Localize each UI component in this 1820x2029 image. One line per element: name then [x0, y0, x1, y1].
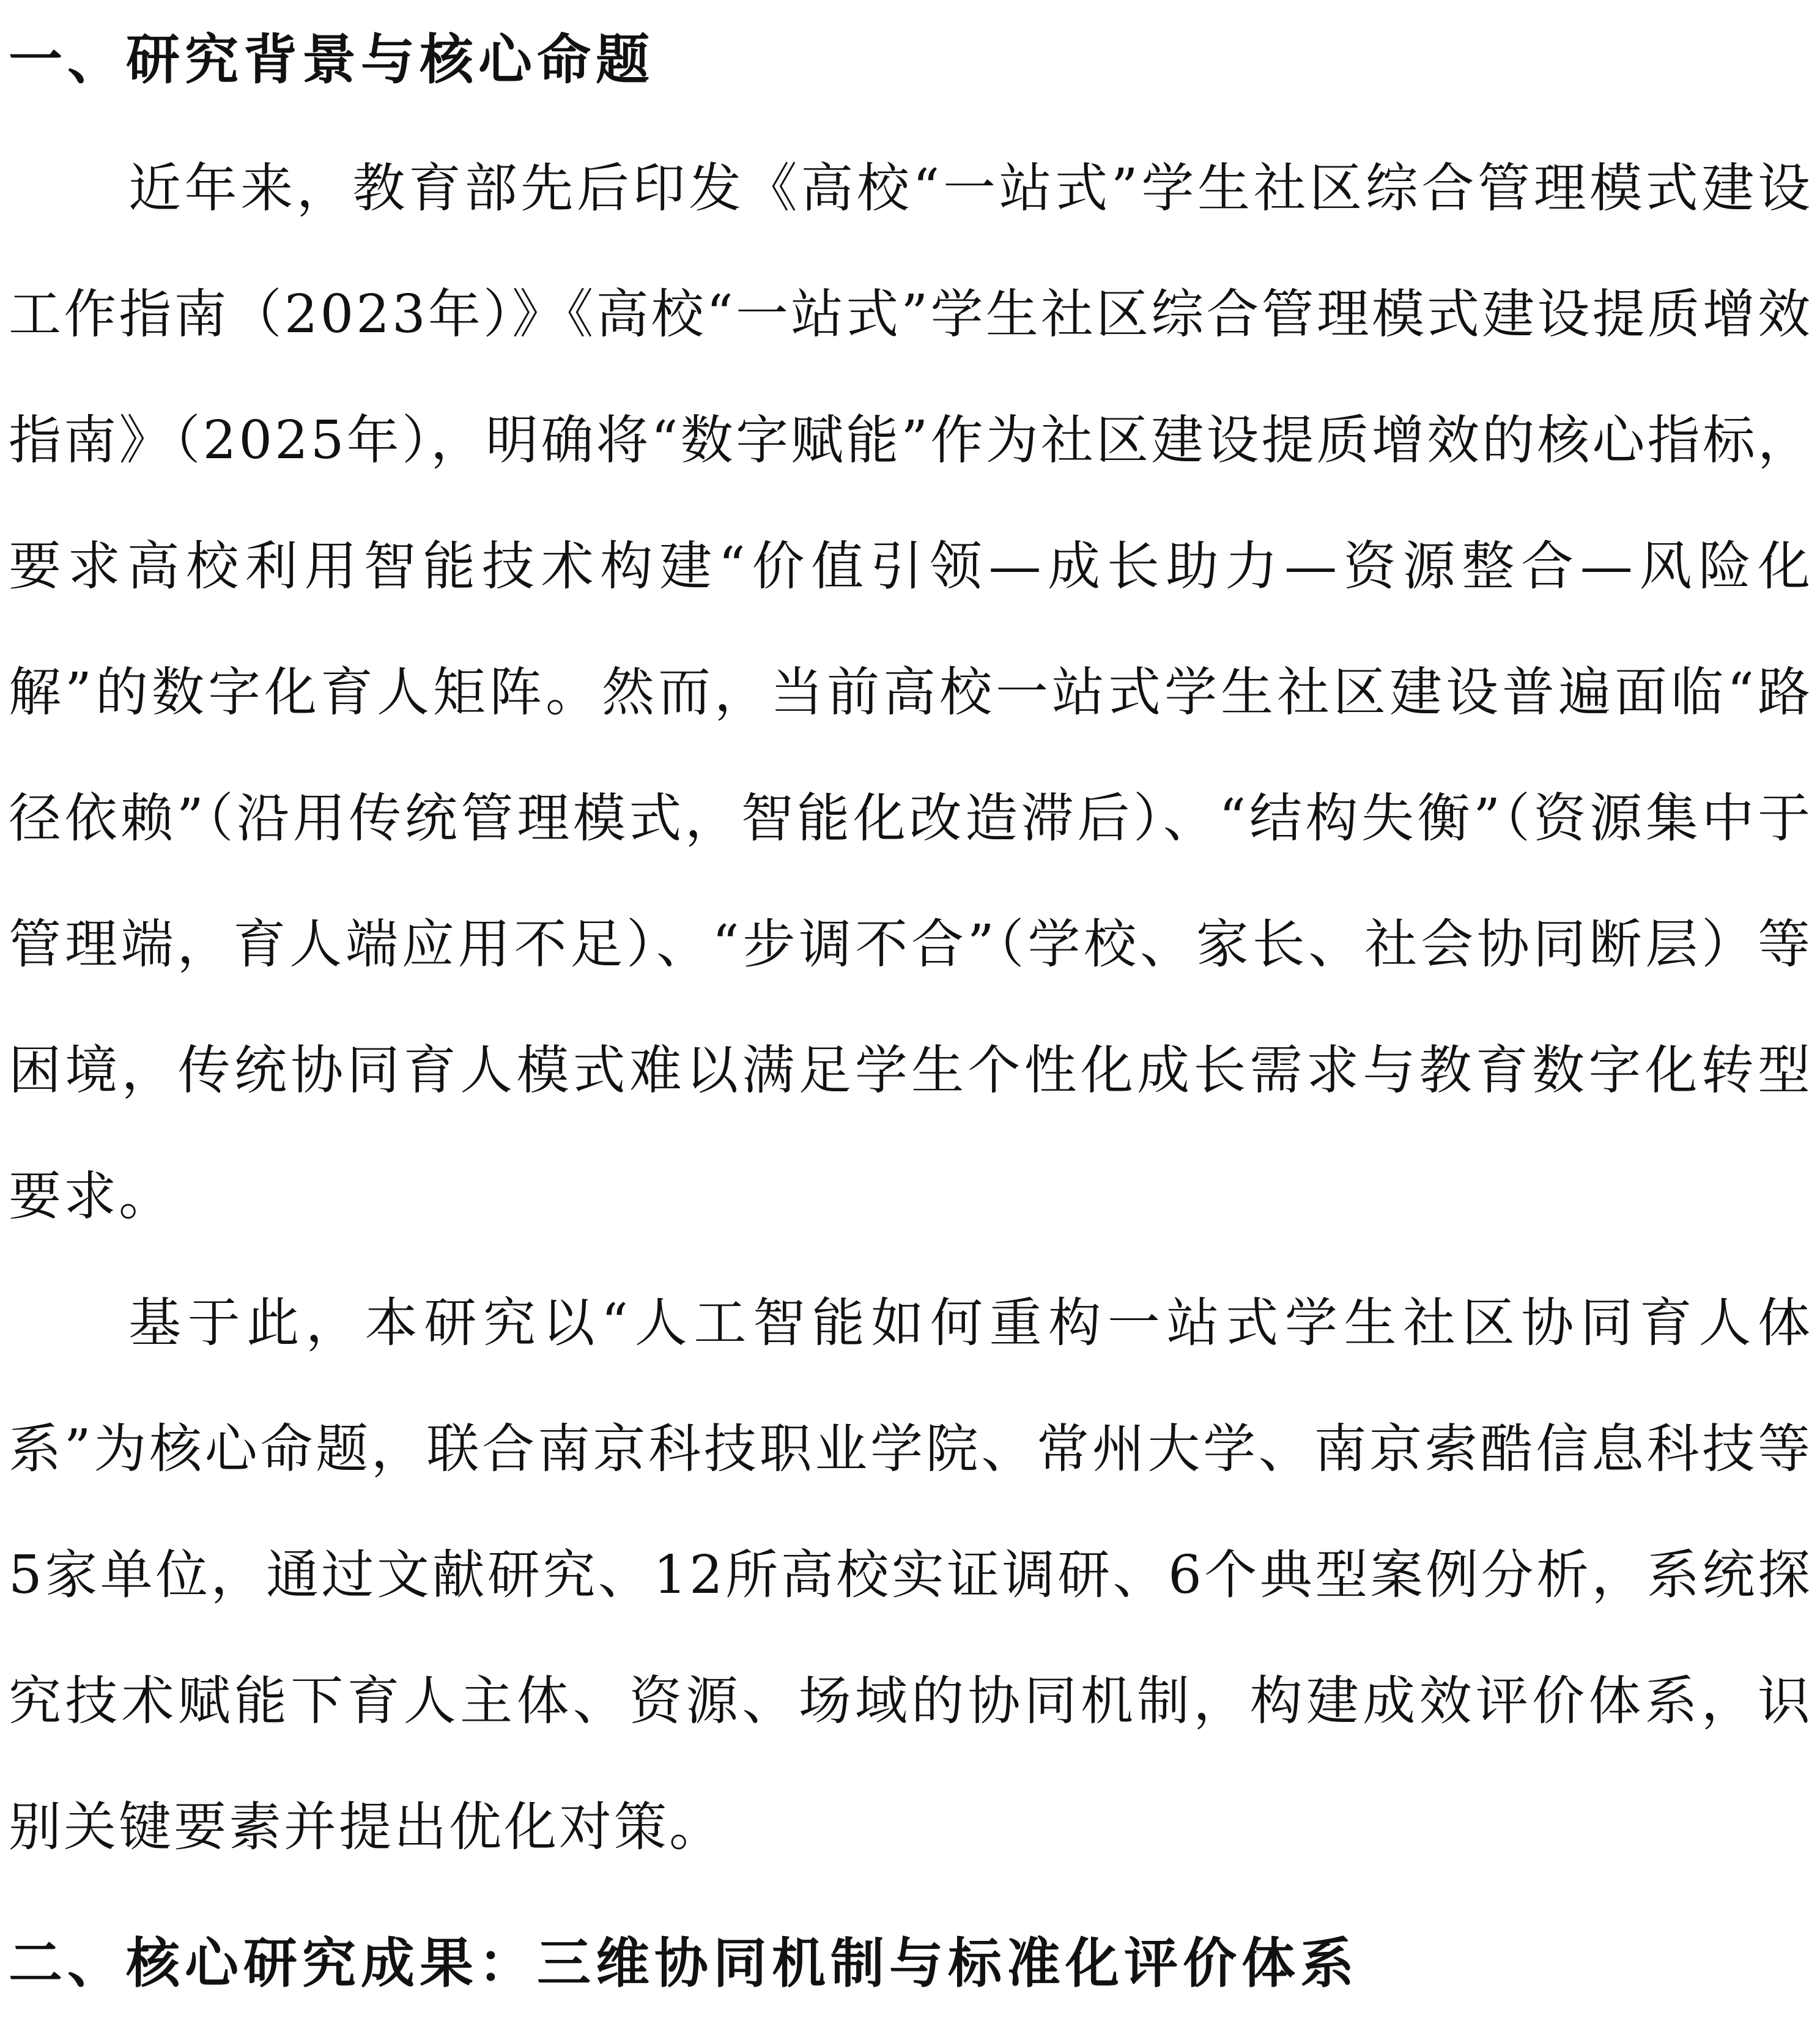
section-heading-core-results: 二、核心研究成果：三维协同机制与标准化评价体系 [9, 1932, 1359, 1995]
section-heading-research-background: 一、研究背景与核心命题 [9, 28, 655, 91]
paragraph-research-proposition: 基于此，本研究以“人工智能如何重构一站式学生社区协同育人体系”为核心命题，联合南京科技职业学院、常州大学、南京索酷信息科技等5家单位，通过文献研究、12所高校实证调研、6个典型案例分析，系统探究技术赋能下育人主体、资源、场域的协同机制，构建成效评价体系，识别关键要素并提出优化对策。 [9, 1293, 1813, 1858]
paragraph-background: 近年来，教育部先后印发《高校“一站式”学生社区综合管理模式建设工作指南（2023年）》《高校“一站式”学生社区综合管理模式建设提质增效指南》（2025年），明确将“数字赋能”作为社区建设提质增效的核心指标，要求高校利用智能技术构建“价值引领—成长助力—资源整合—风险化解”的数字化育人矩阵。然而，当前高校一站式学生社区建设普遍面临“路径依赖”（沿用传统管理模式，智能化改造滞后）、“结构失衡”（资源集中于管理端，育人端应用不足）、“步调不合”（学校、家长、社会协同断层）等困境，传统协同育人模式难以满足学生个性化成长需求与教育数字化转型要求。 [9, 158, 1813, 1227]
